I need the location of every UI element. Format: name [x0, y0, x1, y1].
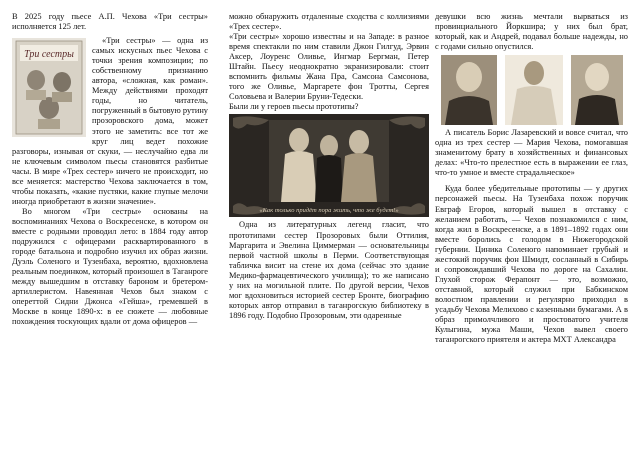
column-middle	[229, 12, 429, 453]
paragraph-bronte: девушки всю жизнь мечтали вырваться из провинциального Йоркшира; у них был брат, который, как и Андрей, подавал больше надежды, но с годами сильно опустился.	[435, 12, 628, 52]
column-right	[435, 12, 628, 453]
question-heading: Были ли у героев пьесы прототипы?	[229, 102, 359, 112]
paragraph-voskresensk: Во многом «Три сестры» основаны на воспоминаниях Чехова о Воскресенске, в котором он вместе с родными проводил лето: в 1884 году автор подружился с офицерами расквартированного в городе батальона и подробно изучил их образ жизни. Дуэль Соленого и Тузенбаха, вероятно, вдохновлена реальным поединком, который произошел в Таганроге между вышедшим в отставку бароном и бретером-артиллеристом. Навеянная Чехов был знаком с опереттой Сидни Джонса «Гейша», гремевшей в Москве в конце 1890-х: в ее сюжете — любовные похождения тоскующих вдали от дома офицеров —	[12, 206, 208, 327]
paragraph-prototypes: Куда более убедительные прототипы — у других персонажей пьесы. На Тузенбаха похож поручик Евграф Егоров, который вышел в отставку с желанием работать, — Чехов познакомился с ним, когда жил в Воскресенске, а в 1891–1892 годах они вместе боролись с голодом в Нижегородской губернии. Циника Соленого напоминает грубый и жестокий поручик фон Шмидт, сосланный в Сибирь и сопровождавший Чехова по дороге на Сахалин. Глухой сторож Ферапонт — это, возможно, отставной, который служил при Бабкинском волостном правлении и регулярно приходил в усадьбу Чехова Мелихово с казенными бумагами. А в образ примолчливого и простоватого учителя Кулыгина, мужа Маши, Чехов вывел своего таганрогского приятеля и актера МХТ Александра	[435, 184, 628, 345]
portraits-photo	[435, 55, 628, 125]
photo-caption: «Как только придёт пора жить, что же будет!»	[259, 207, 399, 215]
column-left	[12, 12, 208, 453]
paragraph-composition: «Три сестры» — одна из самых искусных пьес Чехова с точки зрения композиции; по собственному признанию автора, «сложная, как роман». Между действиями проходят годы, но читатель, погруженный в бытовую рутину прозоровского дома, может этого не заметить: все тот же круг лиц ведет похожие разговоры, изнывая от скуки, — неслучайно едва ли не ключевым символом пьесы становятся разбитые часы. В мире «Трех сестер» ничего не происходит, но все меняется: мастерство Чехова заключается в том, чтобы показать, «какие пустяки, какие глупые мелочи иногда приобретают в жизни значение».	[12, 36, 208, 206]
intro-paragraph: В 2025 году пьесе А.П. Чехова «Три сестры» исполняется 125 лет.	[12, 12, 208, 32]
book-cover-image	[12, 38, 86, 137]
paragraph-west: «Три сестры» хорошо известны и на Западе: в разное время спектакли по ним ставили Джон Гилгуд, Эрвин Аксер, Лоуренс Оливье, Ингмар Бергман, Петер Штайн. Пьесу неоднократно экранизировали: стоит вспомнить фильмы Жана Пра, Самсона Самсонова, того же Оливье, Маргарете фон Тротты, Сергея Соловьева и Валерии Бруни-Тедески.	[229, 32, 429, 102]
book-cover-title: Три сестры	[24, 49, 74, 61]
paragraph-similarities: можно обнаружить отдаленные сходства с коллизиями «Трех сестер».	[229, 12, 429, 32]
sisters-photo	[229, 114, 429, 217]
paragraph-lazarevsky: А писатель Борис Лазаревский и вовсе считал, что одна из трех сестер — Мария Чехова, помогавшая знаменитому брату в хозяйственных и финансовых делах: «Что-то прелестное есть в выражении ее глаз, что-то умное и вместе страдальческое»	[435, 128, 628, 178]
paragraph-zimmerman: Одна из литературных легенд гласит, что прототипами сестер Прозоровых были Оттилия, Маргарита и Эвелина Циммерман — основательницы первой частной школы в Перми. Соответствующая табличка висит на стене их дома (сейчас это здание Медико-фармацевтического училища); то же написано у них на могильной плите. По другой версии, Чехов мог вдохновиться историей сестер Бронте, биографию которых автор отправил в таганрогскую библиотеку в 1896 году. Подобно Прозоровым, эти одаренные	[229, 220, 429, 320]
